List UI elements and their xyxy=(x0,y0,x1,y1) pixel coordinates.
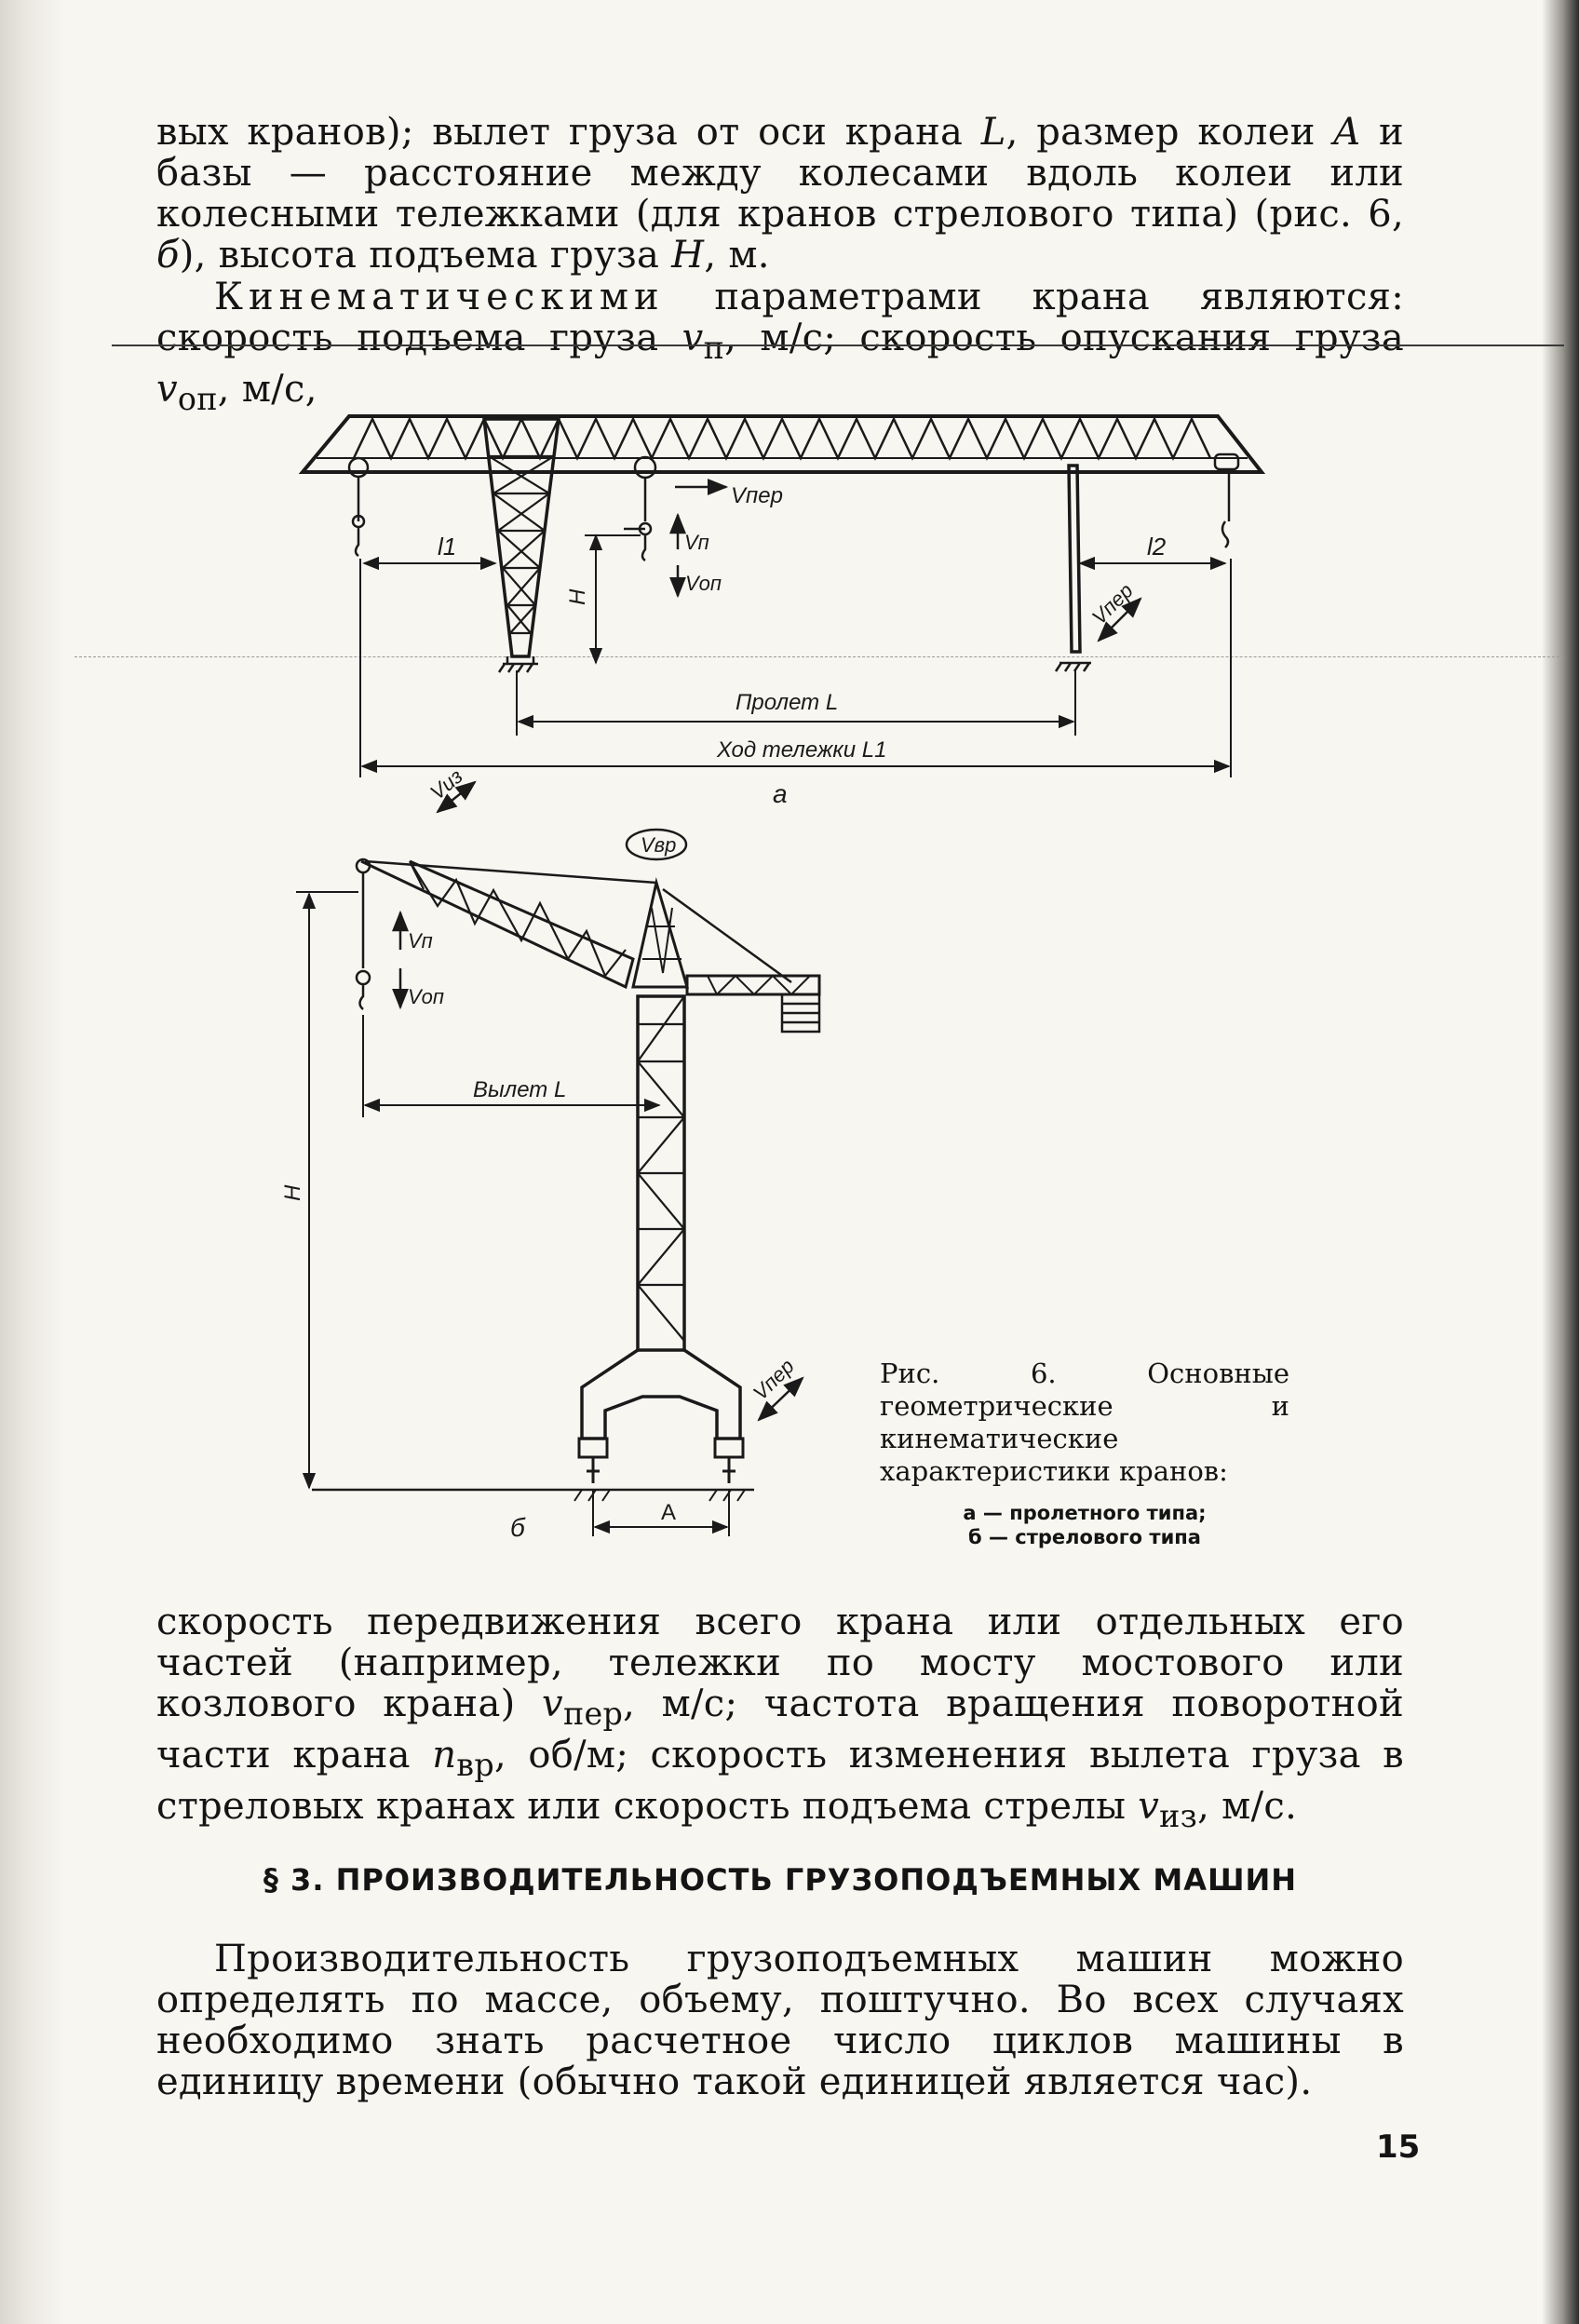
text-run: скорость передвижения всего крана или отдельных его частей (например, тележки по мосту мостового или козлового крана) xyxy=(156,1601,1404,1725)
symbol-L: L xyxy=(980,111,1006,154)
symbol-H: H xyxy=(671,234,705,277)
subscript: из xyxy=(1159,1798,1198,1834)
label-v-p-gantry: Vп xyxy=(684,531,709,554)
portal-wheels xyxy=(587,1457,736,1483)
symbol-n: n xyxy=(432,1734,457,1777)
label-v-op-gantry: Vоп xyxy=(685,572,722,595)
label-v-per-top: Vпер xyxy=(731,483,783,508)
girder-truss-web xyxy=(354,419,1210,458)
symbol-b: б xyxy=(156,234,180,277)
symbol-v: v xyxy=(682,317,704,359)
jib-outline xyxy=(361,861,633,987)
tower-hook xyxy=(357,859,370,1009)
section-heading: § 3. ПРОИЗВОДИТЕЛЬНОСТЬ ГРУЗОПОДЪЕМНЫХ МАШИН xyxy=(263,1862,1298,1898)
text-run: , об/м; скорость изменения вылета груза в стреловых кранах или скорость подъема стрелы xyxy=(156,1734,1404,1828)
right-leg xyxy=(1069,466,1080,652)
tower-head xyxy=(633,883,687,987)
gantry-crane-diagram xyxy=(303,416,1262,808)
label-h-tower: H xyxy=(280,1184,305,1201)
page-number: 15 xyxy=(1376,2128,1421,2166)
label-v-iz: Vиз xyxy=(425,763,467,804)
symbol-A: A xyxy=(1333,111,1361,154)
text-run: параметрами крана являются: скорость подъема груза xyxy=(156,276,1404,359)
text-run: , м/с. xyxy=(1197,1785,1298,1828)
text-run: и базы — расстояние между колесами вдоль колеи или колесными тележками (для кранов стрелового типа) (рис. 6, xyxy=(156,111,1404,236)
counterweight xyxy=(782,994,819,1032)
tower-crane-diagram xyxy=(280,764,819,1542)
paragraph-3 xyxy=(156,1601,1404,1837)
label-a-track: A xyxy=(661,1500,677,1525)
symbol-v: v xyxy=(542,1682,563,1725)
right-end-trolley xyxy=(1215,454,1238,547)
figure-caption: Рис. 6. Основные геометрические и кинематические характеристики кранов: xyxy=(880,1358,1289,1487)
portal-frame xyxy=(582,1350,740,1439)
left-leg-support xyxy=(499,656,538,672)
subscript: оп xyxy=(177,381,218,417)
ground-hatch xyxy=(574,1490,745,1501)
label-travel: Ход тележки L1 xyxy=(717,737,887,763)
text-run: ), высота подъема груза xyxy=(179,234,672,277)
text-run: , м/с; скорость опускания груза xyxy=(724,317,1404,359)
label-v-vr: Vвр xyxy=(641,833,677,857)
label-a: а xyxy=(773,779,788,808)
label-v-per-leg: Vпер xyxy=(1086,578,1138,629)
caption-item-a: а — пролетного типа; xyxy=(963,1502,1207,1524)
label-l2: l2 xyxy=(1147,533,1167,561)
figure-caption-sub xyxy=(880,1501,1289,1549)
label-span: Пролет L xyxy=(736,690,839,715)
label-v-p-tower: Vп xyxy=(408,929,433,953)
counter-jib-lacing xyxy=(708,976,810,994)
right-leg-support xyxy=(1056,663,1091,671)
text-run: , размер колеи xyxy=(1005,111,1334,154)
label-reach: Вылет L xyxy=(473,1077,567,1102)
text-run: , м. xyxy=(704,234,770,277)
symbol-v: v xyxy=(156,368,178,411)
subscript: вр xyxy=(456,1747,494,1783)
girder-outline xyxy=(303,416,1262,472)
portal-bogies xyxy=(579,1439,743,1457)
symbol-v: v xyxy=(1138,1785,1160,1828)
mast-lacing xyxy=(638,996,684,1341)
label-l1: l1 xyxy=(438,533,457,561)
subscript: пер xyxy=(562,1696,624,1732)
label-h-gantry: H xyxy=(565,588,590,605)
paragraph-4: Производительность грузоподъемных машин можно определять по массе, объему, поштучно. Во всех случаях необходимо знать расчетное число циклов машины в единицу времени (обычно такой единицей является час). xyxy=(156,1938,1404,2103)
text-run: , м/с, xyxy=(217,368,317,411)
caption-item-b: б — стрелового типа xyxy=(968,1526,1201,1548)
label-b: б xyxy=(510,1513,525,1542)
label-v-per-tower: Vпер xyxy=(748,1354,799,1405)
text-run: вых кранов); вылет груза от оси крана xyxy=(156,111,981,154)
subscript: п xyxy=(703,330,725,366)
label-v-op-tower: Vоп xyxy=(408,985,445,1008)
text-run: , м/с; частота вращения поворотной части крана xyxy=(156,1682,1404,1777)
jib-tie xyxy=(365,861,656,883)
spaced-term: Кинематическими xyxy=(214,276,665,318)
